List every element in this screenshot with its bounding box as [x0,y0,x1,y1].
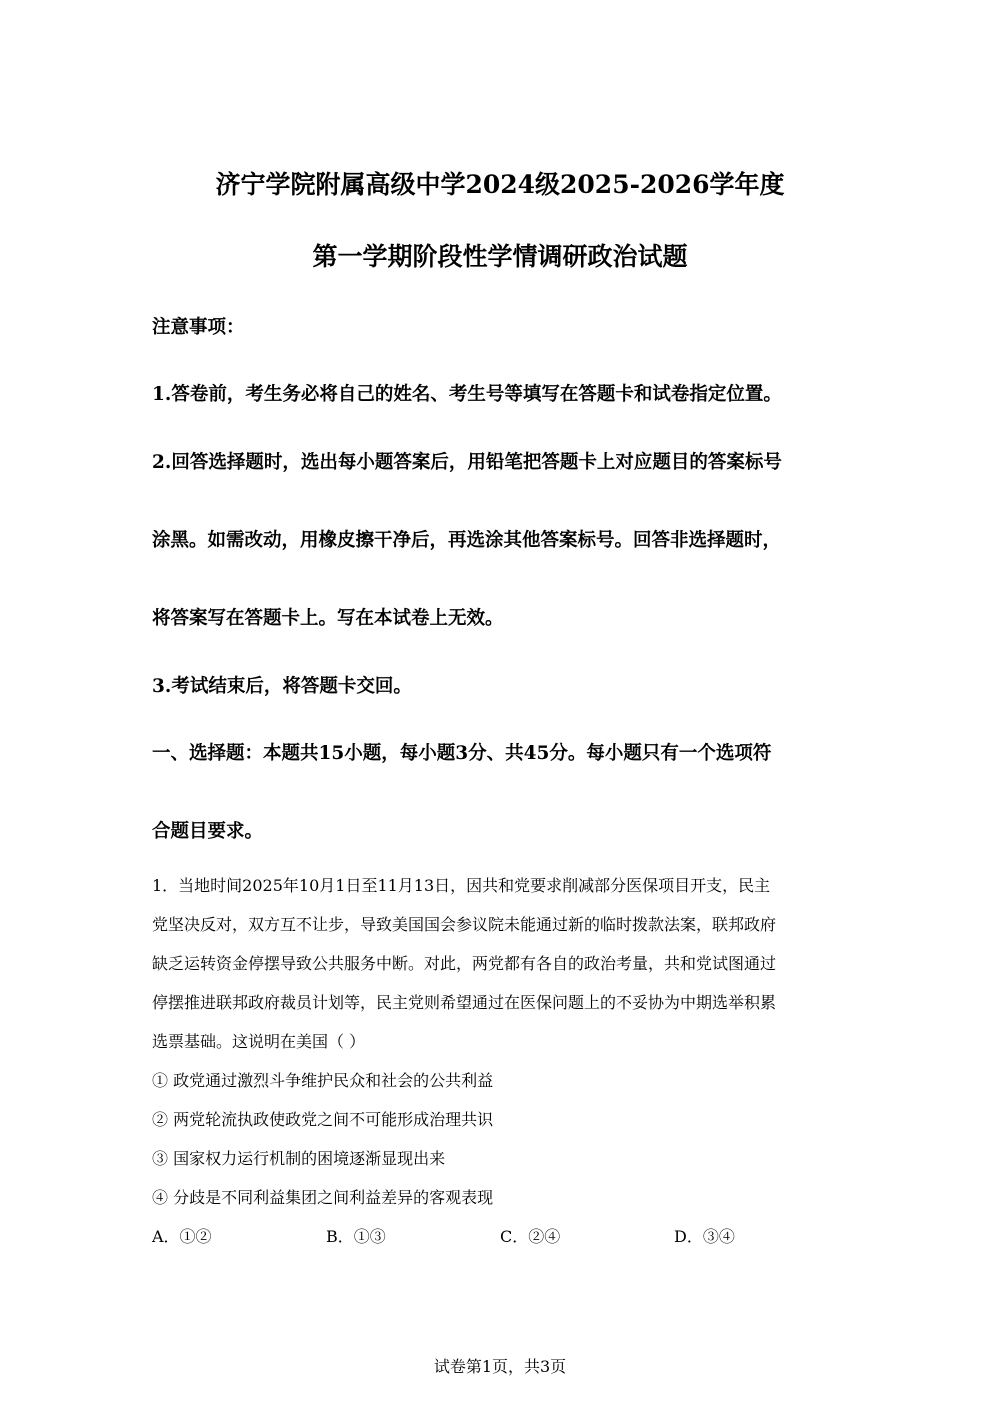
notice-item-2-line-2: 涂黑。如需改动，用橡皮擦干净后，再选涂其他答案标号。回答非选择题时， [152,530,782,551]
exam-title-line-2: 第一学期阶段性学情调研政治试题 [312,242,688,271]
question-1-options [152,1226,852,1248]
notice-item-3: 3.考试结束后，将答题卡交回。 [152,676,412,697]
question-1-stem-line-5: 选票基础。这说明在美国（ ） [152,1032,366,1051]
question-1-statement-1: ① 政党通过激烈斗争维护民众和社会的公共利益 [152,1071,494,1090]
option-b: B．①③ [326,1227,386,1246]
option-d: D．③④ [674,1227,735,1246]
question-1-statement-3: ③ 国家权力运行机制的困境逐渐显现出来 [152,1149,446,1168]
notice-heading: 注意事项： [152,317,245,338]
question-1-stem-line-3: 缺乏运转资金停摆导致公共服务中断。对此，两党都有各自的政治考量，共和党试图通过 [152,954,777,973]
notice-item-1: 1.答卷前，考生务必将自己的姓名、考生号等填写在答题卡和试卷指定位置。 [152,384,782,405]
notice-item-2-line-3: 将答案写在答题卡上。写在本试卷上无效。 [152,608,504,629]
question-1-stem-line-2: 党坚决反对，双方互不让步，导致美国国会参议院未能通过新的临时拨款法案，联邦政府 [152,915,777,934]
exam-title-line-1: 济宁学院附属高级中学2024级2025-2026学年度 [215,170,785,199]
question-1-stem-line-4: 停摆推进联邦政府裁员计划等，民主党则希望通过在医保问题上的不妥协为中期选举积累 [152,993,777,1012]
question-1-statement-4: ④ 分歧是不同利益集团之间利益差异的客观表现 [152,1188,494,1207]
option-a: A．①② [152,1227,212,1246]
section-heading-line-1: 一、选择题：本题共15小题，每小题3分、共45分。每小题只有一个选项符 [152,743,772,764]
notice-item-2-line-1: 2.回答选择题时，选出每小题答案后，用铅笔把答题卡上对应题目的答案标号 [152,452,782,473]
question-1-stem-line-1: 1．当地时间2025年10月1日至11月13日，因共和党要求削减部分医保项目开支，民主 [152,876,771,895]
page-footer: 试卷第1页，共3页 [433,1357,567,1376]
question-1-statement-2: ② 两党轮流执政使政党之间不可能形成治理共识 [152,1110,494,1129]
option-c: C．②④ [500,1227,561,1246]
section-heading-line-2: 合题目要求。 [152,821,264,842]
